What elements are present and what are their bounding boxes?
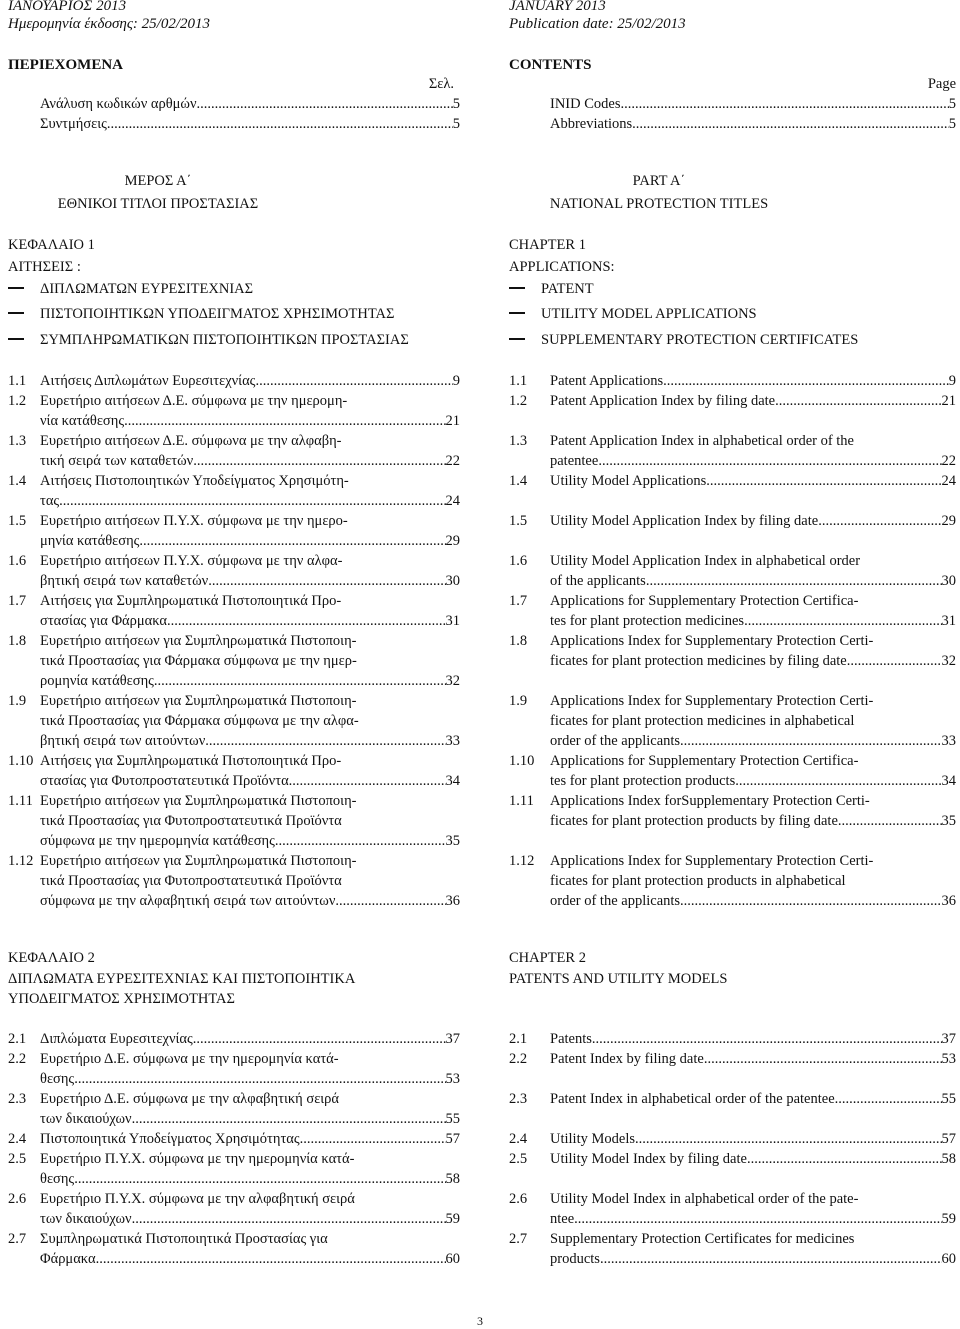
toc-entry[interactable] xyxy=(509,1029,956,1049)
toc-entry[interactable] xyxy=(509,551,956,591)
toc-entry-text: Φάρμακα xyxy=(40,1251,96,1267)
toc-entry[interactable] xyxy=(509,591,956,631)
page-number: 3 xyxy=(477,1314,483,1328)
toc-entry-text: tes for plant protection medicines xyxy=(550,613,745,629)
toc-entry-text: τικά Προστασίας για Φυτοπροστατευτικά Προϊόντα xyxy=(40,873,342,889)
toc-entry-page: 37 xyxy=(445,1031,460,1047)
applications-heading: APPLICATIONS: xyxy=(509,259,615,275)
toc-entry-page: 34 xyxy=(941,773,956,789)
chapter2-title: ΥΠΟΔΕΙΓΜΑΤΟΣ ΧΡΗΣΙΜΟΤΗΤΑΣ xyxy=(8,991,235,1007)
toc-intro-row[interactable] xyxy=(40,114,460,134)
toc-entry-text: ficates for plant protection medicines by filing date xyxy=(550,653,847,669)
toc-entry-page: 32 xyxy=(941,653,956,669)
bullet-item: PATENT xyxy=(509,280,594,298)
toc-intro-text: INID Codes xyxy=(550,96,621,112)
chapter2-heading: CHAPTER 2 xyxy=(509,950,586,966)
toc-entry-text: νία κατάθεσης xyxy=(40,413,125,429)
toc-entry[interactable] xyxy=(8,751,460,791)
toc-entry[interactable] xyxy=(8,511,460,551)
toc-entry[interactable] xyxy=(509,691,956,751)
toc-entry-text: Applications Index for Supplementary Protection Certi- xyxy=(550,853,874,869)
publication-date: Ημερομηνία έκδοσης: 25/02/2013 xyxy=(8,16,210,32)
toc-entry-page: 36 xyxy=(941,893,956,909)
toc-entry-text: Ευρετήριο αιτήσεων Π.Υ.Χ. σύμφωνα με την αλφα- xyxy=(40,553,343,569)
issue-title: JANUARY 2013 xyxy=(509,0,606,14)
toc-entry-text: Applications Index for Supplementary Protection Certi- xyxy=(550,693,874,709)
toc-entry-number: 1.6 xyxy=(509,553,528,569)
toc-entry-number: 2.3 xyxy=(8,1091,27,1107)
toc-entry-text: Ευρετήριο αιτήσεων για Συμπληρωματικά Πιστοποιη- xyxy=(40,633,357,649)
toc-entry-text: Ευρετήριο Δ.Ε. σύμφωνα με την ημερομηνία κατά- xyxy=(40,1051,339,1067)
toc-entry-page: 59 xyxy=(445,1211,460,1227)
toc-entry-number: 2.6 xyxy=(8,1191,27,1207)
page-column-label: Σελ. xyxy=(428,76,454,92)
toc-entry-text: Patents xyxy=(550,1031,592,1047)
toc-entry-page: 36 xyxy=(445,893,460,909)
toc-entry[interactable] xyxy=(509,751,956,791)
toc-entry[interactable] xyxy=(8,551,460,591)
toc-entry[interactable] xyxy=(8,1129,460,1149)
chapter-heading: ΚΕΦΑΛΑΙΟ 1 xyxy=(8,237,95,253)
toc-entry-page: 59 xyxy=(941,1211,956,1227)
toc-entry-text: Utility Model Application Index by filing date xyxy=(550,513,819,529)
toc-entry-text: Patent Application Index by filing date xyxy=(550,393,776,409)
toc-entry[interactable] xyxy=(509,391,956,411)
toc-entry-text: σύμφωνα με την αλφαβητική σειρά των αιτούντων xyxy=(40,893,336,909)
toc-entry[interactable] xyxy=(8,371,460,391)
toc-entry-number: 1.11 xyxy=(509,793,534,809)
toc-entry-page: 33 xyxy=(941,733,956,749)
toc-entry-page: 24 xyxy=(445,493,460,509)
toc-entry-number: 2.7 xyxy=(509,1231,528,1247)
part-subtitle: NATIONAL PROTECTION TITLES xyxy=(549,196,769,212)
toc-entry-text: στασίας για Φάρμακα xyxy=(40,613,168,629)
toc-entry-page: 9 xyxy=(948,373,956,389)
toc-entry-page: 55 xyxy=(941,1091,956,1107)
issue-title: ΙΑΝΟΥΑΡΙΟΣ 2013 xyxy=(8,0,127,14)
toc-entry-page: 34 xyxy=(445,773,460,789)
toc-entry[interactable] xyxy=(8,1049,460,1089)
toc-entry-text: tes for plant protection products xyxy=(550,773,736,789)
toc-entry-number: 1.3 xyxy=(8,433,27,449)
toc-entry-page: 22 xyxy=(941,453,956,469)
page-column-label: Page xyxy=(927,76,956,92)
toc-entry-page: 53 xyxy=(941,1051,956,1067)
toc-entry-text: Applications Index forSupplementary Protection Certi- xyxy=(550,793,870,809)
toc-entry[interactable] xyxy=(8,1229,460,1269)
toc-entry-text: Συμπληρωματικά Πιστοποιητικά Προστασίας για xyxy=(40,1231,328,1247)
chapter2-title: ΔΙΠΛΩΜΑΤΑ ΕΥΡΕΣΙΤΕΧΝΙΑΣ ΚΑΙ ΠΙΣΤΟΠΟΙΗΤΙΚΑ xyxy=(8,971,356,987)
bullet-item: ΔΙΠΛΩΜΑΤΩΝ ΕΥΡΕΣΙΤΕΧΝΙΑΣ xyxy=(8,280,253,298)
toc-entry-number: 1.7 xyxy=(8,593,27,609)
toc-entry-number: 1.2 xyxy=(8,393,27,409)
toc-entry-number: 1.5 xyxy=(509,513,528,529)
toc-entry-page: 33 xyxy=(445,733,460,749)
toc-entry-page: 31 xyxy=(445,613,460,629)
toc-entry-text: Αιτήσεις Διπλωμάτων Ευρεσιτεχνίας xyxy=(40,373,256,389)
toc-entry-number: 2.7 xyxy=(8,1231,27,1247)
toc-intro-text: Ανάλυση κωδικών αρθμών xyxy=(40,96,197,112)
toc-entry-page: 37 xyxy=(941,1031,956,1047)
toc-entry-number: 2.5 xyxy=(509,1151,528,1167)
toc-entry-page: 58 xyxy=(941,1151,956,1167)
toc-entry-text: Αιτήσεις για Συμπληρωματικά Πιστοποιητικά Προ- xyxy=(40,593,342,609)
toc-entry[interactable] xyxy=(8,431,460,471)
bullet-item: SUPPLEMENTARY PROTECTION CERTIFICATES xyxy=(509,331,858,349)
toc-entry-text: τικά Προστασίας για Φάρμακα σύμφωνα με την ημερ- xyxy=(40,653,357,669)
toc-entry-text: βητική σειρά των αιτούντων xyxy=(40,733,206,749)
toc-entry[interactable] xyxy=(8,851,460,911)
toc-entry-text: Πιστοποιητικά Υποδείγματος Χρησιμότητας xyxy=(40,1131,300,1147)
toc-entry-page: 55 xyxy=(445,1111,460,1127)
toc-entry-text: Ευρετήριο Π.Υ.Χ. σύμφωνα με την ημερομηνία κατά- xyxy=(40,1151,355,1167)
toc-entry[interactable] xyxy=(509,1229,956,1269)
toc-entry-text: μηνία κατάθεσης xyxy=(40,533,140,549)
toc-entry-number: 1.4 xyxy=(509,473,528,489)
toc-entry-text: Utility Model Index by filing date xyxy=(550,1151,747,1167)
toc-intro-page: 5 xyxy=(452,96,460,112)
toc-entry[interactable] xyxy=(8,791,460,851)
part-title: ΜΕΡΟΣ Α΄ xyxy=(124,173,192,189)
toc-entry-text: Αιτήσεις Πιστοποιητικών Υποδείγματος Χρησιμότη- xyxy=(40,473,349,489)
toc-entry-number: 1.10 xyxy=(8,753,34,769)
toc-entry[interactable] xyxy=(8,1089,460,1129)
toc-entry-page: 35 xyxy=(941,813,956,829)
toc-entry-page: 9 xyxy=(452,373,460,389)
contents-title: CONTENTS xyxy=(509,57,592,73)
toc-entry-page: 21 xyxy=(941,393,956,409)
toc-entry[interactable] xyxy=(509,431,956,471)
toc-entry[interactable] xyxy=(509,851,956,911)
contents-title: ΠΕΡΙΕΧΟΜΕΝΑ xyxy=(8,57,124,73)
toc-entry-number: 1.10 xyxy=(509,753,535,769)
toc-entry-text: Αιτήσεις για Συμπληρωματικά Πιστοποιητικά Προ- xyxy=(40,753,342,769)
toc-entry-text: στασίας για Φυτοπροστατευτικά Προϊόντα xyxy=(40,773,289,789)
toc-entry-text: Applications for Supplementary Protection Certifica- xyxy=(550,753,859,769)
toc-entry-text: θεσης xyxy=(40,1071,75,1087)
toc-entry-text: Ευρετήριο αιτήσεων Π.Υ.Χ. σύμφωνα με την ημερο- xyxy=(40,513,348,529)
toc-intro-text: Συντμήσεις xyxy=(40,116,107,132)
toc-entry[interactable] xyxy=(8,1029,460,1049)
toc-entry-number: 2.5 xyxy=(8,1151,27,1167)
toc-entry[interactable] xyxy=(8,1189,460,1229)
toc-entry-page: 58 xyxy=(445,1171,460,1187)
toc-entry-number: 1.4 xyxy=(8,473,27,489)
toc-entry[interactable] xyxy=(509,1149,956,1169)
toc-entry-text: Utility Model Application Index in alphabetical order xyxy=(550,553,861,569)
toc-entry-text: τική σειρά των καταθετών xyxy=(40,453,194,469)
toc-entry-page: 24 xyxy=(941,473,956,489)
toc-entry[interactable] xyxy=(8,591,460,631)
toc-entry-number: 1.12 xyxy=(8,853,34,869)
toc-entry-text: order of the applicants xyxy=(550,893,681,909)
toc-entry[interactable] xyxy=(8,471,460,511)
toc-entry-text: Ευρετήριο Δ.Ε. σύμφωνα με την αλφαβητική σειρά xyxy=(40,1091,340,1107)
toc-entry-text: Διπλώματα Ευρεσιτεχνίας xyxy=(40,1031,193,1047)
toc-entry-text: των δικαιούχων xyxy=(40,1211,132,1227)
toc-intro-row[interactable] xyxy=(550,114,956,134)
toc-entry-page: 29 xyxy=(941,513,956,529)
toc-intro-page: 5 xyxy=(452,116,460,132)
toc-entry[interactable] xyxy=(8,691,460,751)
toc-intro-row[interactable] xyxy=(550,94,956,114)
toc-entry-page: 57 xyxy=(445,1131,460,1147)
toc-entry-number: 1.11 xyxy=(8,793,33,809)
toc-entry-text: order of the applicants xyxy=(550,733,681,749)
toc-entry-page: 35 xyxy=(445,833,460,849)
part-title: PART A΄ xyxy=(632,173,686,189)
chapter2-heading: ΚΕΦΑΛΑΙΟ 2 xyxy=(8,950,95,966)
publication-date: Publication date: 25/02/2013 xyxy=(509,16,686,32)
toc-entry-number: 2.6 xyxy=(509,1191,528,1207)
toc-entry-text: Supplementary Protection Certificates for medicines xyxy=(550,1231,855,1247)
toc-entry-page: 30 xyxy=(445,573,460,589)
toc-entry-number: 1.9 xyxy=(509,693,528,709)
toc-entry-text: Utility Models xyxy=(550,1131,635,1147)
toc-entry-text: ficates for plant protection medicines in alphabetical xyxy=(550,713,855,729)
toc-entry-text: patentee xyxy=(550,453,599,469)
toc-entry-number: 1.3 xyxy=(509,433,528,449)
toc-entry[interactable] xyxy=(509,471,956,491)
toc-entry-page: 22 xyxy=(445,453,460,469)
toc-entry-number: 1.5 xyxy=(8,513,27,529)
dash-icon xyxy=(8,338,24,340)
toc-intro-row[interactable] xyxy=(40,94,460,114)
toc-entry-text: τικά Προστασίας για Φάρμακα σύμφωνα με την αλφα- xyxy=(40,713,359,729)
toc-intro-page: 5 xyxy=(948,96,956,112)
toc-entry-text: Ευρετήριο αιτήσεων για Συμπληρωματικά Πιστοποιη- xyxy=(40,693,357,709)
toc-entry[interactable] xyxy=(8,391,460,431)
dash-icon xyxy=(509,287,525,289)
toc-intro-text: Abbreviations xyxy=(550,116,633,132)
toc-entry-text: ntee xyxy=(550,1211,575,1227)
bullet-item: ΠΙΣΤΟΠΟΙΗΤΙΚΩΝ ΥΠΟΔΕΙΓΜΑΤΟΣ ΧΡΗΣΙΜΟΤΗΤΑΣ xyxy=(8,305,394,323)
toc-entry[interactable] xyxy=(509,791,956,831)
toc-entry-text: Ευρετήριο αιτήσεων Δ.Ε. σύμφωνα με την ημερομη- xyxy=(40,393,348,409)
toc-entry-page: 60 xyxy=(445,1251,460,1267)
toc-entry-text: ficates for plant protection products in alphabetical xyxy=(550,873,846,889)
toc-entry-number: 2.2 xyxy=(509,1051,528,1067)
toc-entry-text: ρομηνία κατάθεσης xyxy=(40,673,154,689)
toc-entry-text: θεσης xyxy=(40,1171,75,1187)
toc-entry-number: 2.4 xyxy=(509,1131,528,1147)
bullet-item: ΣΥΜΠΛΗΡΩΜΑΤΙΚΩΝ ΠΙΣΤΟΠΟΙΗΤΙΚΩΝ ΠΡΟΣΤΑΣΙΑΣ xyxy=(8,331,409,349)
toc-entry[interactable] xyxy=(509,511,956,531)
chapter-heading: CHAPTER 1 xyxy=(509,237,586,253)
part-subtitle: ΕΘΝΙΚΟΙ ΤΙΤΛΟΙ ΠΡΟΣΤΑΣΙΑΣ xyxy=(57,196,259,212)
toc-entry-number: 1.7 xyxy=(509,593,528,609)
toc-entry-page: 21 xyxy=(445,413,460,429)
toc-entry-number: 2.4 xyxy=(8,1131,27,1147)
toc-entry[interactable] xyxy=(8,631,460,691)
toc-entry-page: 57 xyxy=(941,1131,956,1147)
toc-entry-text: Applications for Supplementary Protection Certifica- xyxy=(550,593,859,609)
toc-entry-text: τικά Προστασίας για Φυτοπροστατευτικά Προϊόντα xyxy=(40,813,342,829)
toc-entry-number: 2.1 xyxy=(509,1031,528,1047)
toc-entry[interactable] xyxy=(8,1149,460,1189)
toc-entry-text: βητική σειρά των καταθετών xyxy=(40,573,209,589)
toc-entry-page: 60 xyxy=(941,1251,956,1267)
toc-entry-text: των δικαιούχων xyxy=(40,1111,132,1127)
toc-entry-number: 2.3 xyxy=(509,1091,528,1107)
toc-entry-text: Ευρετήριο Π.Υ.Χ. σύμφωνα με την αλφαβητική σειρά xyxy=(40,1191,355,1207)
toc-entry-text: Utility Model Index in alphabetical order of the pate- xyxy=(550,1191,859,1207)
toc-entry-number: 1.8 xyxy=(509,633,528,649)
toc-entry-number: 1.9 xyxy=(8,693,27,709)
applications-heading: ΑΙΤΗΣΕΙΣ : xyxy=(8,259,81,275)
toc-entry[interactable] xyxy=(509,1089,956,1109)
toc-entry-number: 1.1 xyxy=(509,373,528,389)
toc-entry-number: 1.2 xyxy=(509,393,528,409)
toc-entry-text: ficates for plant protection products by filing date. xyxy=(550,813,842,829)
toc-entry-page: 31 xyxy=(941,613,956,629)
toc-entry[interactable] xyxy=(509,1189,956,1229)
toc-entry-text: of the applicants xyxy=(550,573,646,589)
dash-icon xyxy=(8,287,24,289)
toc-entry-text: Ευρετήριο αιτήσεων για Συμπληρωματικά Πιστοποιη- xyxy=(40,853,357,869)
toc-entry-page: 53 xyxy=(445,1071,460,1087)
toc-entry-text: Utility Model Applications xyxy=(550,473,707,489)
toc-intro-page: 5 xyxy=(948,116,956,132)
toc-entry-text: Patent Application Index in alphabetical order of the xyxy=(550,433,854,449)
toc-entry-number: 1.12 xyxy=(509,853,535,869)
dash-icon xyxy=(509,312,525,314)
toc-entry-text: Ευρετήριο αιτήσεων Δ.Ε. σύμφωνα με την αλφαβη- xyxy=(40,433,342,449)
chapter2-title: PATENTS AND UTILITY MODELS xyxy=(509,971,728,987)
toc-entry-number: 2.2 xyxy=(8,1051,27,1067)
toc-entry-page: 32 xyxy=(445,673,460,689)
toc-entry-page: 30 xyxy=(941,573,956,589)
toc-entry-text: σύμφωνα με την ημερομηνία κατάθεσης xyxy=(40,833,275,849)
dash-icon xyxy=(509,338,525,340)
toc-entry[interactable] xyxy=(509,1129,956,1149)
toc-entry-text: Ευρετήριο αιτήσεων για Συμπληρωματικά Πιστοποιη- xyxy=(40,793,357,809)
toc-entry-number: 1.8 xyxy=(8,633,27,649)
toc-entry[interactable] xyxy=(509,631,956,671)
toc-entry-text: Applications Index for Supplementary Protection Certi- xyxy=(550,633,874,649)
toc-entry-page: 29 xyxy=(445,533,460,549)
toc-entry-text: Patent Applications xyxy=(550,373,664,389)
toc-entry-text: Patent Index by filing date xyxy=(550,1051,704,1067)
toc-entry-text: Patent Index in alphabetical order of the patentee xyxy=(550,1091,835,1107)
toc-entry-number: 2.1 xyxy=(8,1031,27,1047)
toc-entry-text: τας xyxy=(40,493,60,509)
toc-entry[interactable] xyxy=(509,1049,956,1069)
dash-icon xyxy=(8,312,24,314)
toc-entry[interactable] xyxy=(509,371,956,391)
toc-entry-number: 1.1 xyxy=(8,373,27,389)
bullet-item: UTILITY MODEL APPLICATIONS xyxy=(509,305,757,323)
toc-entry-number: 1.6 xyxy=(8,553,27,569)
toc-entry-text: products xyxy=(550,1251,600,1267)
